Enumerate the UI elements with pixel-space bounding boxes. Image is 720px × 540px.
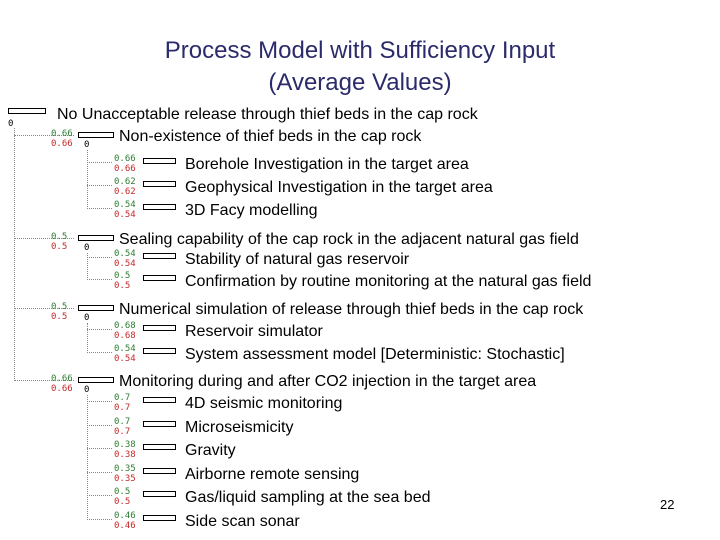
leaf-node-bar — [143, 253, 176, 259]
connector — [87, 208, 112, 209]
leaf-value-average: 0.5 — [114, 281, 131, 291]
leaf-node-label: Microseismicity — [185, 418, 294, 436]
leaf-node-bar — [143, 158, 176, 164]
group-node-label: Sealing capability of the cap rock in the adjacent natural gas field — [119, 231, 579, 248]
connector — [87, 323, 88, 353]
leaf-node-bar — [143, 204, 176, 210]
leaf-value-average: 0.35 — [114, 473, 136, 484]
leaf-node-label: Borehole Investigation in the target area — [185, 156, 469, 173]
leaf-node-bar — [143, 468, 176, 474]
connector — [87, 472, 112, 473]
leaf-node-label: 4D seismic monitoring — [185, 395, 343, 412]
leaf-value-estimate: 0.5 — [114, 271, 131, 281]
leaf-value-average: 0.38 — [114, 450, 136, 461]
connector — [87, 352, 112, 353]
slide-title-line-1: Process Model with Sufficiency Input — [164, 37, 556, 64]
leaf-node-label: Side scan sonar — [185, 513, 300, 530]
connector — [87, 185, 112, 186]
leaf-node-label: Geophysical Investigation in the target area — [185, 179, 493, 196]
group-node-bar — [78, 235, 114, 241]
leaf-value-average: 0.54 — [114, 210, 136, 220]
leaf-value-average: 0.7 — [114, 403, 131, 413]
page-number: 22 — [660, 497, 675, 512]
root-node-label: No Unacceptable release through thief beds in the cap rock — [57, 106, 478, 123]
leaf-node-label: 3D Facy modelling — [185, 202, 318, 219]
group-value-estimate: 0.66 — [51, 374, 73, 384]
leaf-value-average: 0.5 — [114, 497, 131, 508]
leaf-value-average: 0.46 — [114, 521, 136, 531]
leaf-value-average: 0.66 — [114, 164, 136, 174]
connector — [87, 401, 112, 402]
leaf-node-bar — [143, 444, 176, 450]
leaf-value-estimate: 0.54 — [114, 249, 136, 259]
leaf-node-label: Reservoir simulator — [185, 323, 323, 340]
leaf-node-label: Airborne remote sensing — [185, 465, 360, 483]
group-value-estimate: 0.5 — [51, 232, 68, 242]
connector — [87, 448, 112, 449]
leaf-node-bar — [143, 515, 176, 521]
group-value-average: 0.66 — [51, 139, 73, 149]
leaf-value-average: 0.54 — [114, 259, 136, 269]
leaf-value-estimate: 0.46 — [114, 511, 136, 521]
leaf-value-estimate: 0.66 — [114, 154, 136, 164]
leaf-node-label: Confirmation by routine monitoring at the natural gas field — [185, 273, 592, 290]
group-node-state: 0 — [84, 243, 90, 253]
group-node-bar — [78, 377, 114, 383]
group-node-state: 0 — [84, 385, 90, 395]
connector — [87, 162, 112, 163]
group-node-bar — [78, 305, 114, 311]
group-value-estimate: 0.66 — [51, 129, 73, 139]
group-value-average: 0.66 — [51, 384, 73, 394]
slide-title-line-2: (Average Values) — [268, 69, 452, 96]
group-value-estimate: 0.5 — [51, 302, 68, 312]
connector — [87, 257, 112, 258]
leaf-node-bar — [143, 397, 176, 403]
leaf-node-bar — [143, 348, 176, 354]
leaf-node-bar — [143, 491, 176, 497]
group-node-label: Monitoring during and after CO2 injection in the target area — [119, 373, 537, 390]
leaf-node-bar — [143, 275, 176, 281]
leaf-value-estimate: 0.68 — [114, 321, 136, 331]
leaf-node-bar — [143, 181, 176, 187]
leaf-value-estimate: 0.7 — [114, 416, 131, 427]
leaf-node-label: Gas/liquid sampling at the sea bed — [185, 489, 431, 507]
leaf-node-label: System assessment model [Deterministic: Stochastic] — [185, 346, 565, 363]
connector — [87, 395, 88, 520]
leaf-node-bar — [143, 421, 176, 427]
connector — [87, 279, 112, 280]
group-node-bar — [78, 132, 114, 138]
connector — [87, 329, 112, 330]
connector — [87, 150, 88, 209]
connector — [87, 425, 112, 426]
leaf-value-estimate: 0.35 — [114, 463, 136, 474]
leaf-value-estimate: 0.7 — [114, 393, 131, 403]
group-node-state: 0 — [84, 313, 90, 323]
group-node-label: Numerical simulation of release through thief beds in the cap rock — [119, 301, 584, 318]
connector — [87, 519, 112, 520]
connector — [14, 128, 15, 381]
group-value-average: 0.5 — [51, 242, 68, 252]
leaf-value-average: 0.7 — [114, 426, 131, 437]
leaf-value-estimate: 0.54 — [114, 200, 136, 210]
connector — [87, 495, 112, 496]
group-value-average: 0.5 — [51, 312, 68, 322]
group-node-label: Non-existence of thief beds in the cap rock — [119, 128, 422, 145]
root-node-value: 0 — [8, 119, 14, 129]
leaf-value-estimate: 0.62 — [114, 177, 136, 187]
group-node-state: 0 — [84, 140, 90, 150]
leaf-value-estimate: 0.54 — [114, 344, 136, 354]
leaf-value-estimate: 0.38 — [114, 440, 136, 451]
leaf-node-bar — [143, 325, 176, 331]
leaf-node-label: Gravity — [185, 442, 236, 460]
leaf-value-estimate: 0.5 — [114, 487, 131, 498]
leaf-node-label: Stability of natural gas reservoir — [185, 251, 410, 268]
root-node-bar — [8, 108, 46, 114]
leaf-value-average: 0.68 — [114, 331, 136, 341]
leaf-value-average: 0.62 — [114, 187, 136, 197]
leaf-value-average: 0.54 — [114, 354, 136, 364]
